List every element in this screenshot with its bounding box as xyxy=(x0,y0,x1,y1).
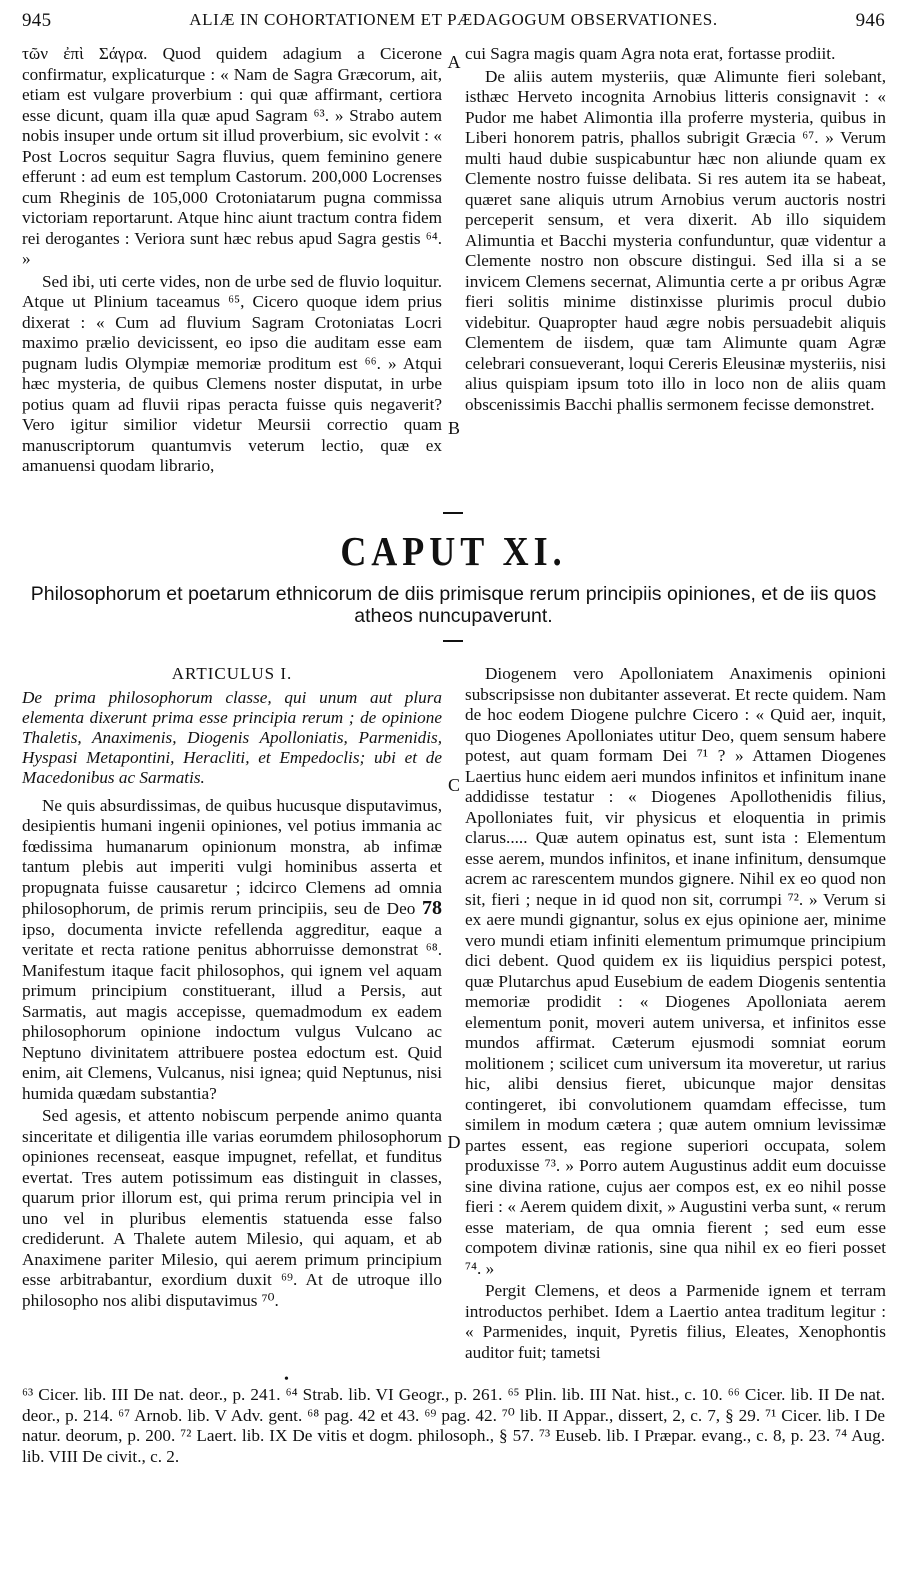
margin-letter-d: D xyxy=(447,1132,461,1152)
section-rule xyxy=(443,512,463,514)
paragraph: τῶν ἐπὶ Σάγρα. Quod quidem adagium a Cicerone confirmatur, explicaturque : « Nam de Sagra Græcorum, ait, etiam est vulgare proverbium : qui quæ affirmant, certiora esse dicunt, quam illa quæ apud Sagram ⁶³. » Strabo autem nobis insuper unde ortum sit illud proverbium, sic evolvit : « Post Locros sequitur Sagra fluvius, quem feminino genere efferunt : ad eum est templum Castorum. 200,000 Locrenses cum Rheginis de 105,000 Crotoniatarum pugna commissa victoriam reportarunt. Atque hinc aiunt tractum contra fidem rei derogantes : Veriora sunt hæc rebus apud Sagra gestis ⁶⁴. » xyxy=(22,44,442,268)
paragraph: Sed ibi, uti certe vides, non de urbe sed de fluvio loquitur. Atque ut Plinium taceamus ⁶⁵, Cicero quoque idem prius dixerat : « Cum ad fluvium Sagram Crotoniatas Locri maximo prælio devicissent, eo ipso die auditam esse eam pugnam ludis Olympiæ memoriæ proditum est ⁶⁶. » Atqui hæc mysteria, de quibus Clemens noster disputat, in urbe potius quam ad fluvii ripas peracta fuisse quis negaverit? Vero igitur similior videtur Meursii correctio quam manuscriptorum quantumvis veterum lectio, quæ ex amanuensi quodam librario, xyxy=(22,271,442,475)
bottom-left-column xyxy=(22,664,442,1311)
page-number-left: 945 xyxy=(22,10,52,31)
top-right-column xyxy=(465,44,886,415)
footnotes xyxy=(22,1385,885,1467)
paragraph: De aliis autem mysteriis, quæ Alimunte fieri solebant, isthæc Herveto incognita Arnobius litteris consignavit : « Pudor me habet Alimontia illa proferre mysteria, quibus in Liberi honorem patris, phallos subrigit Græcia ⁶⁷. » Verum multi haud dubie suspicabuntur hæc non aliunde quam ex Clemente nostro fuisse delibata. Si res autem ita se habeat, quæret sane aliquis utrum Arnobius verum auctoris nostri perceperit sensum, et vera dixerit. Ab illo siquidem Alimuntia et Bacchi mysteria confunduntur, quæ videntur a Clemente nostro non obscure distingui. Sed illa si a se invicem Clemens secernat, Alimuntia certe a pr oribus Agræ fieri solitis minime distinxisse plurimis procul dubio videbitur. Quapropter haud ægre nobis persuadebit aliquis Clementem de iisdem, quæ tam Alimunte quam Agræ celebrari consueverant, loqui Cereris Eleusinæ mysteriis, nisi alius quispiam ipsum toto illo in loco non de aliis quam obscenissimis Bacchi phallis sermonem fecisse demonstret. xyxy=(465,66,886,414)
margin-letter-b: B xyxy=(447,418,460,438)
margin-letter-c: C xyxy=(447,775,460,795)
paragraph-text: Ne quis absurdissimas, de quibus hucusque disputavimus, desipientis humani ingenii opiniones, vel potius immania ac fœdissima humanarum opinionum monstra, ab infimæ tantum plebis aut imperiti vulgi hominibus asserta et propugnata fuisse causaretur ; idcirco Clemens ad omnia philosophorum, de primis rerum principiis, seu de Deo xyxy=(22,795,442,918)
paragraph xyxy=(22,796,442,1105)
section-rule xyxy=(443,640,463,642)
paragraph: cui Sagra magis quam Agra nota erat, fortasse prodiit. xyxy=(465,44,836,63)
chapter-heading: CAPUT XI. xyxy=(340,528,567,574)
footnote-text: ⁶³ Cicer. lib. III De nat. deor., p. 241. ⁶⁴ Strab. lib. VI Geogr., p. 261. ⁶⁵ Plin. lib. III Nat. hist., c. 10. ⁶⁶ Cicer. lib. II De nat. deor., p. 214. ⁶⁷ Arnob. lib. V Adv. gent. ⁶⁸ pag. 42 et 43. ⁶⁹ pag. 42. ⁷⁰ lib. II Appar., dissert, 2, c. 7, § 29. ⁷¹ Cicer. lib. I De natur. deorum, p. 200. ⁷² Laert. lib. IX De vitis et dogm. philosoph., § 57. ⁷³ Euseb. lib. I Præpar. evang., c. 8, p. 23. ⁷⁴ Aug. lib. VIII De civit., c. 2. xyxy=(22,1385,885,1466)
bottom-right-column xyxy=(465,664,886,1363)
chapter-subtitle: Philosophorum et poetarum ethnicorum de diis primisque rerum principiis opiniones, et de iis quos atheos nuncupaverunt. xyxy=(30,583,877,627)
top-left-column xyxy=(22,44,442,477)
paragraph-text: ipso, documenta invicte refellenda aggreditur, eaque a veritate et recta ratione penitus abhorruisse demonstrat ⁶⁸. Manifestum itaque facit philosophos, qui ignem vel aquam primum principium constituerant, illud a Persis, aut Sarmatis, aut magis accepisse, quemadmodum ex eadem philosophorum opinione indoctum vulgus Vulcano ac Neptuno divinitatem attribuere postea edoctum est. Quid enim, ait Clemens, Vulcanus, nisi ignea; quid Neptunus, nisi humida quædam substantia? xyxy=(22,919,442,1103)
article-heading: ARTICULUS I. xyxy=(171,664,293,683)
running-header xyxy=(22,10,885,40)
paragraph: Pergit Clemens, et deos a Parmenide ignem et terram introductos perhibet. Idem a Laertio antea traditum legitur : « Parmenides, inquit, Pyretis filius, Eleates, Xenophontis auditor fuit; tametsi xyxy=(465,1281,886,1362)
edition-page-marker: 78 xyxy=(422,897,442,919)
page-number-right: 946 xyxy=(855,10,885,31)
margin-letter-a: A xyxy=(447,52,461,72)
paragraph: Diogenem vero Apolloniatem Anaximenis opinioni subscripsisse non dubitanter asseverat. Et recte quidem. Nam de hoc eodem Diogene pulchre Cicero : « Quid aer, inquit, quo Diogenes Apolloniates utitur Deo, quem sensum habere potest, aut quam formam Dei ⁷¹ ? » Attamen Diogenes Laertius hunc eidem aeri mundos infinitos et infinitum inane addidisse testatur : « Diogenes Apollothenidis filius, Apolloniates fuit, vir physicus et eloquentia in primis clarus..... Quæ autem opinatus est, sunt ista : Elementum esse aerem, mundos infinitos, et inane infinitum, densumque acrem ac rarescentem mundos gignere. Nihil ex eo quod non sit, fieri ; neque in id quod non sit, corrumpi ⁷². » Verum si ex aere mundi gignantur, solus ex ejus opinione aer, minime vero mundi etiam infiniti elementum primumque principium dici debent. Quod quidem ex iis liquidius perspici potest, quæ Plutarchus apud Eusebium de eadem Diogenis sententia memoriæ prodidit : « Diogenes Apolloniata aerem elementum ponit, moveri autem universa, et infinitos esse mundos affirmat. Cæterum ejusmodi somniat eorum molitionem ; scilicet cum universum ita moveretur, ut rarius hic, alibi densius fieret, ubicunque major densitas contingeret, ibi convolutionem quamdam effecisse, tum similem in modum cætera ; quæ autem omnium levissimæ partes essent, eas regione superiori occupata, solem produxisse ⁷³. » Porro autem Augustinus addit eum docuisse sine divina ratione, cujus aer compos est, ex eo nihil posse fieri : « Aerem quidem dixit, » Augustini verba sunt, « rerum esse materiam, de qua omnia fierent ; sed eum esse compotem divinæ rationis, sine qua nihil ex eo fieri posset ⁷⁴. » xyxy=(465,664,886,1278)
ornament-dot: • xyxy=(284,1372,289,1387)
paragraph: Sed agesis, et attento nobiscum perpende animo quanta sinceritate et diligentia ille varias eorumdem philosophorum opiniones recenseat, easque impugnet, refellat, et funditus evertat. Tres autem potissimum eas distinguit in classes, quarum prior illorum est, qui prima rerum principia vel in uno vel in pluribus elementis statuenda esse falso crediderunt. A Thalete autem Milesio, qui aquam, et ab Anaximene pariter Milesio, qui aerem primum principium esse arbitrabantur, exordium duxit ⁶⁹. At de utroque illo philosopho nos alibi disputavimus ⁷⁰. xyxy=(22,1106,442,1310)
article-description: De prima philosophorum classe, qui unum aut plura elementa dixerunt prima esse principia rerum ; de opinione Thaletis, Anaximenis, Diogenis Apolloniatis, Parmenidis, Hyspasi Metapontini, Heracliti, et Empedoclis; ubi et de Macedonibus ac Sarmatis. xyxy=(22,687,442,787)
running-title: ALIÆ IN COHORTATIONEM ET PÆDAGOGUM OBSERVATIONES. xyxy=(189,10,718,29)
